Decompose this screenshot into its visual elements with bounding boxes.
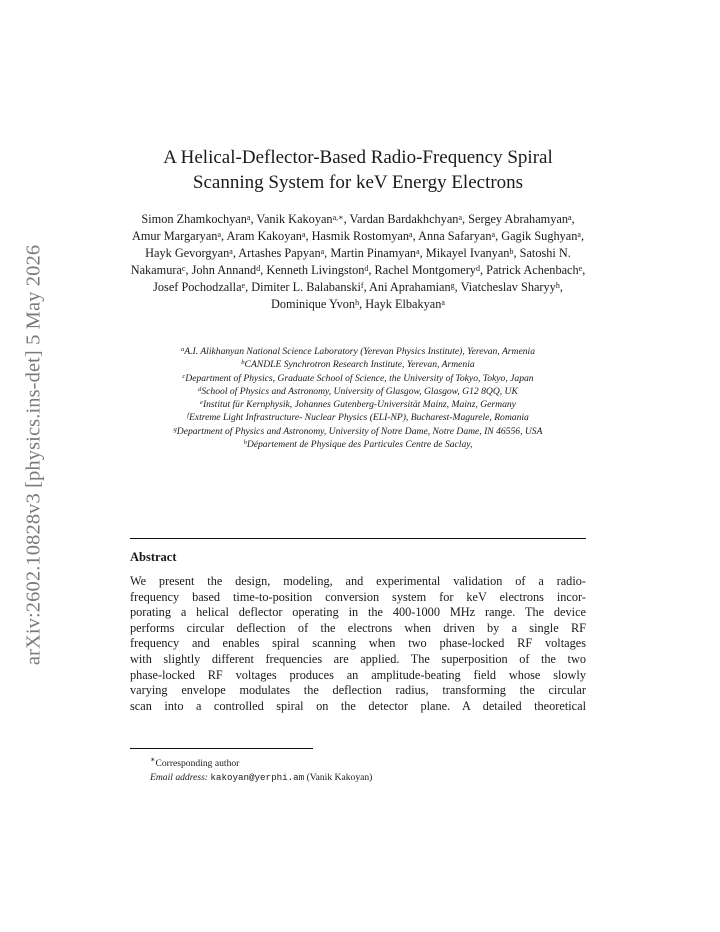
author-separator: , bbox=[221, 229, 227, 244]
affiliation bbox=[130, 425, 586, 438]
author-name: Hayk Elbakyan bbox=[365, 297, 442, 312]
footnote-rule bbox=[130, 748, 313, 749]
author-name: Hayk Gevorgyan bbox=[145, 246, 230, 261]
affiliation-text: Institut für Kernphysik, Johannes Gutenberg-Universität Mainz, Mainz, Germany bbox=[202, 399, 516, 411]
author-name: Simon Zhamkochyan bbox=[141, 212, 247, 226]
affiliation-text: Extreme Light Infrastructure- Nuclear Physics (ELI-NP), Bucharest-Magurele, Romania bbox=[188, 412, 529, 424]
author-separator: , bbox=[368, 263, 375, 278]
author-name: Gagik Sughyan bbox=[501, 229, 578, 244]
author bbox=[461, 280, 563, 294]
author bbox=[271, 297, 365, 311]
author-affil-mark: a bbox=[577, 230, 581, 240]
author-name: Dominique Yvon bbox=[271, 297, 356, 312]
affiliation bbox=[130, 358, 586, 371]
affiliation-mark: h bbox=[243, 439, 247, 447]
author-name: Vardan Bardakhchyan bbox=[349, 212, 459, 226]
abstract-body bbox=[130, 574, 586, 714]
affiliation-mark: d bbox=[198, 385, 202, 393]
author-name: Satoshi N. Nakamura bbox=[130, 246, 571, 278]
affiliation-mark: f bbox=[187, 412, 189, 420]
author-name: Martin Pinamyan bbox=[330, 246, 417, 261]
author-separator: , bbox=[260, 263, 267, 278]
author-affil-mark: a bbox=[246, 213, 251, 222]
author-name: Sergey Abrahamyan bbox=[468, 212, 568, 226]
author-list bbox=[130, 211, 586, 314]
email-owner: (Vanik Kakoyan) bbox=[306, 772, 373, 784]
author-name: Kenneth Livingston bbox=[266, 263, 365, 278]
author-separator: , bbox=[582, 263, 586, 278]
author-affil-mark: a bbox=[491, 230, 496, 240]
author bbox=[153, 280, 251, 294]
author bbox=[418, 229, 501, 243]
author bbox=[266, 263, 374, 277]
affiliation-text: Department of Physics and Astronomy, University of Notre Dame, Notre Dame, IN 46556, USA bbox=[176, 425, 543, 437]
affiliation bbox=[130, 372, 586, 385]
author bbox=[312, 229, 418, 243]
author-affil-mark: a bbox=[217, 230, 221, 240]
author bbox=[141, 212, 256, 226]
author-name: Josef Pochodzalla bbox=[153, 280, 242, 295]
author-separator: , bbox=[359, 297, 366, 312]
author-affil-mark: a bbox=[441, 298, 445, 308]
affiliation bbox=[130, 345, 586, 358]
abstract-line: scan into a controlled spiral on the detector plane. A detailed theoretical bbox=[130, 698, 586, 713]
author bbox=[486, 263, 585, 277]
author-separator: , bbox=[462, 212, 469, 226]
author-separator: , bbox=[324, 246, 331, 261]
abstract-line: frequency based time-to-position conversion system for keV electrons incor- bbox=[130, 589, 586, 604]
author-name: John Annand bbox=[191, 263, 257, 278]
author-affil-mark: a bbox=[301, 230, 306, 240]
author-affil-mark: h bbox=[555, 281, 560, 291]
email-label: Email address: bbox=[150, 772, 209, 784]
affiliation bbox=[130, 398, 586, 411]
author-affil-mark: a bbox=[458, 213, 462, 222]
author-separator: , bbox=[250, 212, 257, 226]
affiliation bbox=[130, 411, 586, 424]
author-affil-mark: d bbox=[364, 264, 369, 274]
author-separator: , bbox=[513, 246, 520, 261]
author bbox=[192, 263, 267, 277]
footnote-corresponding-text: Corresponding author bbox=[155, 758, 240, 770]
author-affil-mark: a bbox=[320, 247, 325, 257]
abstract-line: performs circular deflection of the electrons when driven by a single RF bbox=[130, 620, 586, 635]
author-separator: , bbox=[559, 280, 563, 295]
abstract-line: varying envelope modulates the deflection radius, transforming the circular bbox=[130, 683, 586, 698]
author-separator: , bbox=[580, 229, 585, 244]
paper-title bbox=[130, 145, 586, 195]
affiliation-mark: g bbox=[173, 425, 177, 433]
abstract-line: with slightly different frequencies are applied. The superposition of the two bbox=[130, 651, 586, 666]
author-separator: , bbox=[232, 246, 239, 261]
abstract-line: phase-locked RF voltages produces an amplitude-beating field whose slowly bbox=[130, 667, 586, 682]
author-affil-mark: e bbox=[578, 264, 583, 274]
author-separator: , bbox=[412, 229, 419, 244]
author-affil-mark: a bbox=[416, 247, 420, 257]
footnote-email-line bbox=[150, 771, 372, 785]
arxiv-stamp bbox=[16, 222, 52, 688]
author-affil-mark: d bbox=[475, 264, 480, 274]
affiliation-mark: c bbox=[182, 372, 186, 380]
affiliation-text: School of Physics and Astronomy, University of Glasgow, Glasgow, G12 8QQ, UK bbox=[201, 385, 518, 397]
author-separator: , bbox=[419, 246, 426, 261]
author bbox=[375, 263, 487, 277]
author bbox=[330, 246, 425, 260]
author-separator: , bbox=[454, 280, 461, 295]
author-name: Anna Safaryan bbox=[418, 229, 492, 244]
author-separator: , bbox=[479, 263, 487, 278]
author bbox=[251, 280, 369, 294]
author-name: Mikayel Ivanyan bbox=[425, 246, 510, 261]
abstract-line: We present the design, modeling, and experimental validation of a radio- bbox=[130, 574, 586, 588]
author-affil-mark: a,∗ bbox=[332, 213, 344, 222]
author-affil-mark: e bbox=[241, 281, 246, 291]
affiliation bbox=[130, 438, 586, 451]
email-address[interactable]: kakoyan@yerphi.am bbox=[210, 772, 305, 784]
author bbox=[226, 229, 311, 243]
arxiv-stamp-text: arXiv:2602.10828v3 [physics.ins-det] 5 May 2026 bbox=[22, 244, 45, 666]
author bbox=[365, 297, 445, 311]
author-separator: , bbox=[571, 212, 575, 226]
affiliation-mark: b bbox=[241, 359, 245, 367]
author-name: Ani Aprahamian bbox=[369, 280, 451, 295]
affiliation bbox=[130, 385, 586, 398]
author-separator: , bbox=[185, 263, 192, 278]
author-name: Aram Kakoyan bbox=[226, 229, 302, 244]
affiliation-text: CANDLE Synchrotron Research Institute, Yerevan, Armenia bbox=[244, 359, 475, 371]
author-name: Patrick Achenbach bbox=[486, 263, 579, 278]
title-line-2: Scanning System for keV Energy Electrons bbox=[192, 172, 524, 193]
author-affil-mark: c bbox=[181, 264, 186, 274]
author-separator: , bbox=[363, 280, 370, 295]
author bbox=[468, 212, 574, 226]
author-affil-mark: a bbox=[229, 247, 233, 257]
author-name: Hasmik Rostomyan bbox=[311, 229, 410, 244]
author-affil-mark: d bbox=[256, 264, 261, 274]
author-affil-mark: g bbox=[450, 281, 455, 291]
author-separator: , bbox=[495, 229, 502, 244]
author-name: Artashes Papyan bbox=[238, 246, 321, 261]
author-separator: , bbox=[245, 280, 252, 295]
author-affil-mark: h bbox=[355, 298, 360, 308]
author-affil-mark: b bbox=[509, 247, 514, 257]
author-separator: , bbox=[305, 229, 312, 244]
author-affil-mark: a bbox=[409, 230, 413, 240]
author bbox=[426, 246, 520, 260]
author bbox=[238, 246, 330, 260]
abstract-heading: Abstract bbox=[130, 550, 177, 564]
title-line-1: A Helical-Deflector-Based Radio-Frequency Spiral bbox=[163, 147, 553, 168]
footnote bbox=[150, 753, 372, 785]
author bbox=[350, 212, 469, 226]
affiliation-text: Département de Physique des Particules Centre de Saclay, bbox=[246, 439, 473, 451]
abstract-line: frequency and enables spiral scanning when two phase-locked RF voltages bbox=[130, 636, 586, 651]
footnote-corresponding bbox=[150, 753, 372, 771]
author-separator: , bbox=[343, 212, 350, 226]
author bbox=[132, 229, 227, 243]
author-affil-mark: a bbox=[567, 213, 572, 222]
abstract-line: porating a helical deflector operating in the 400-1000 MHz range. The device bbox=[130, 605, 586, 620]
author-affil-mark: f bbox=[360, 281, 364, 291]
affiliation-text: A.I. Alikhanyan National Science Laboratory (Yerevan Physics Institute), Yerevan, Armenia bbox=[184, 346, 535, 357]
affiliation-list bbox=[130, 345, 586, 451]
author-name: Vanik Kakoyan bbox=[256, 212, 333, 226]
author bbox=[369, 280, 461, 294]
affiliation-mark: e bbox=[200, 399, 203, 407]
footnote-marker: ∗ bbox=[150, 755, 156, 764]
affiliation-text: Department of Physics, Graduate School of Science, the University of Tokyo, Tokyo, Japan bbox=[185, 372, 534, 384]
author-name: Viatcheslav Sharyy bbox=[460, 280, 556, 295]
affiliation-mark: a bbox=[181, 346, 185, 353]
author bbox=[256, 212, 349, 226]
author-name: Amur Margaryan bbox=[131, 229, 218, 244]
author bbox=[145, 246, 238, 260]
author-name: Rachel Montgomery bbox=[374, 263, 476, 278]
author bbox=[501, 229, 584, 243]
author-name: Dimiter L. Balabanski bbox=[251, 280, 361, 295]
abstract-top-rule bbox=[130, 538, 586, 539]
